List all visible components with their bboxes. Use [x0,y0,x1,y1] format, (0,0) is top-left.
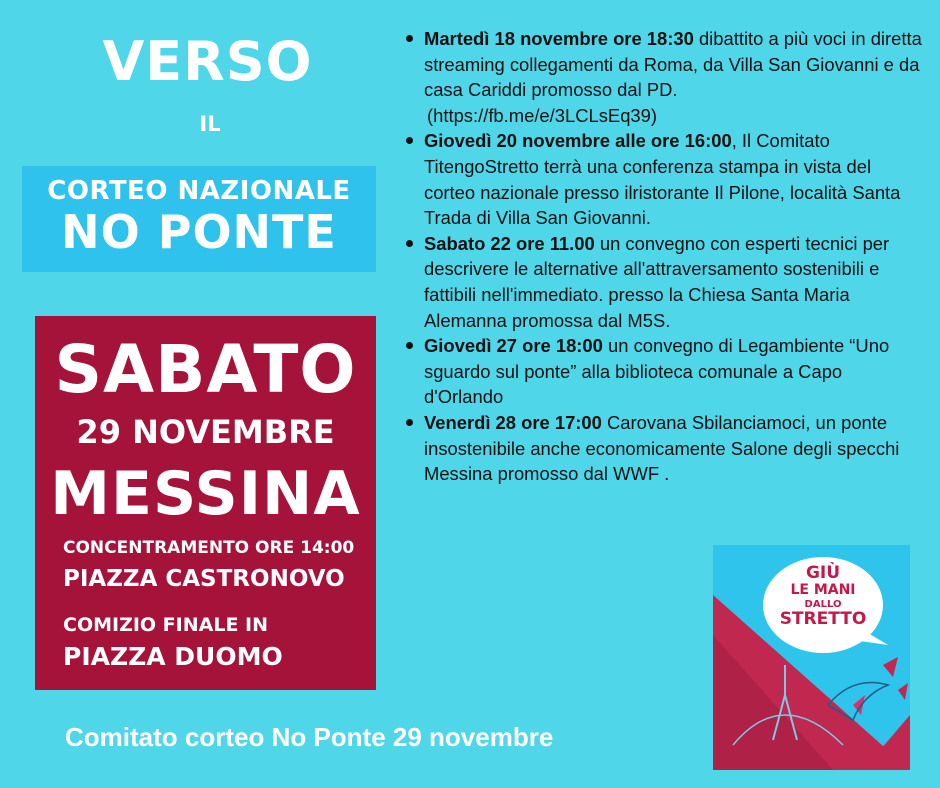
corteo-line1: CORTEO NAZIONALE [47,176,351,206]
corteo-banner [22,166,376,272]
event-description: Carovana Sbilanciamoci, un ponte insostenibile anche economicamente Salone degli specchi Messina promosso dal WWF . [424,411,900,485]
event-item [402,128,922,230]
footer-signature: Comitato corteo No Ponte 29 novembre [65,722,554,752]
event-date-time: Venerdì 28 ore 17:00 [424,411,602,433]
gathering-time: CONCENTRAMENTO ORE 14:00 [63,538,355,558]
event-description: un convegno con esperti tecnici per descrivere le alternative all'attraversamento sostenibili e fattibili nell'immediato. presso la Chiesa Santa Maria Alemanna promossa dal M5S. [424,232,890,331]
gathering-place: PIAZZA CASTRONOVO [63,566,345,592]
event-date-time: Martedì 18 novembre ore 18:30 [424,28,694,49]
il-heading: IL [199,112,221,136]
final-rally: COMIZIO FINALE IN [63,614,269,636]
verso-heading: VERSO [102,30,313,93]
event-link[interactable]: (https://fb.me/e/3LCLsEq39) [427,104,657,126]
logo-text: GIÙ LE MANI DALLO STRETTO [779,563,867,629]
event-description: , Il Comitato TitengoStretto terrà una conferenza stampa in vista del corteo nazionale presso ilristorante Il Pilone, località Santa Trada di Villa San Giovanni. [424,130,901,229]
event-item [402,231,922,333]
event-day: SABATO [54,331,357,408]
corteo-line2: NO PONTE [61,205,337,259]
final-rally-place: PIAZZA DUOMO [63,642,283,671]
event-item [402,26,922,128]
events-list [402,26,922,487]
event-city: MESSINA [50,459,361,529]
event-date-box [35,316,376,690]
event-description: un convegno di Legambiente “Uno sguardo sul ponte” alla biblioteca comunale a Capo d'Orlando [424,335,890,408]
event-item [402,333,922,410]
event-date-time: Giovedì 20 novembre alle ore 16:00 [424,130,732,152]
campaign-logo [713,545,910,770]
event-date-time: Sabato 22 ore 11.00 [424,232,595,254]
event-item [402,410,922,487]
event-date-time: Giovedì 27 ore 18:00 [424,335,603,357]
event-description: dibattito a più voci in diretta streaming collegamenti da Roma, da Villa San Giovanni e da casa Cariddi promosso dal PD. [424,28,922,101]
event-date: 29 NOVEMBRE [76,413,335,451]
